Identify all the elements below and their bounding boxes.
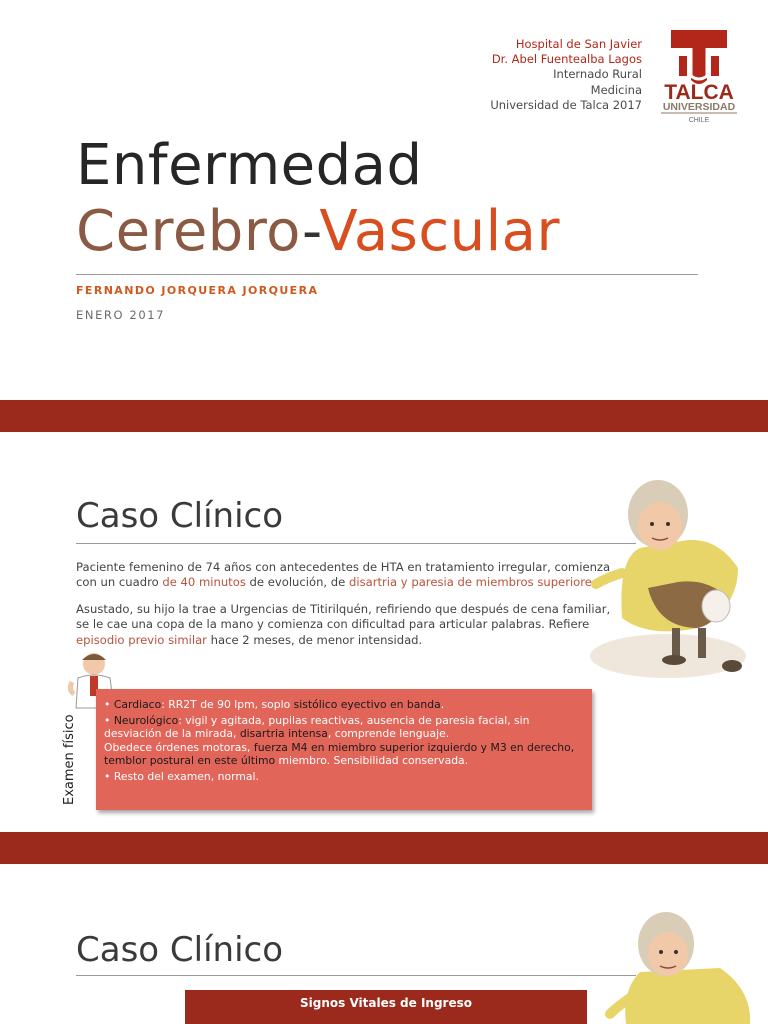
logo-word: TALCA [664,81,734,104]
physical-exam-box [96,689,592,810]
specialty: Medicina [590,82,642,97]
vital-signs-table-header: Signos Vitales de Ingreso [185,990,587,1024]
title-line-2 [76,200,560,264]
exam-neuro: • Neurológico: vigil y agitada, pupilas reactivas, ausencia de paresia facial, sin desviación de la mirada, disartria intensa, comprende lenguaje. Obedece órdenes motoras, fuerza M4 en miembro superior izquierdo y M3 en derecho, temblor postural en este último miembro. Sensibilidad conservada. [104,713,575,767]
title-vascular: Vascular [319,199,561,264]
logo-country: CHILE [688,117,710,124]
elderly-woman-illustration [588,478,754,688]
hospital-name: Hospital de San Javier [515,37,642,51]
program-name: Internado Rural [553,67,642,82]
exam-rest: • Resto del examen, normal. [104,769,259,783]
hospital-director: Dr. Abel Fuentealba Lagos [491,52,642,67]
slide-separator-1 [0,400,768,432]
title-line-1: Enfermedad [76,133,423,198]
title-cerebro: Cerebro [76,199,302,264]
case-paragraph-2: Asustado, su hijo la trae a Urgencias de Titirilquén, refiriendo que después de cena familiar, se le cae una copa de la mano y comienza con dificultad para articular palabras. Refiere episodio previo similar hace 2 meses, de menor intensidad. [76,602,611,647]
university-talca-logo [657,28,741,128]
university-year: Universidad de Talca 2017 [490,97,642,112]
title-dash: - [301,199,320,264]
hospital-info [490,37,642,113]
author-name: FERNANDO JORQUERA JORQUERA [76,284,319,297]
slide-separator-2 [0,832,768,864]
elderly-woman-illustration-2 [600,910,768,1024]
logo-sub: UNIVERSIDAD [662,101,736,113]
slide3-divider [76,975,636,976]
slide2-heading: Caso Clínico [76,496,284,536]
exam-cardio: • Cardiaco: RR2T de 90 lpm, soplo sistólico eyectivo en banda. [104,698,445,711]
presentation-date: ENERO 2017 [76,308,166,322]
case-paragraph-1: Paciente femenino de 74 años con antecedentes de HTA en tratamiento irregular, comienza con un cuadro de 40 minutos de evolución, de disartria y paresia de miembros superiores. [76,560,611,590]
exam-vertical-label: Examen físico [62,714,77,805]
slide3-heading: Caso Clínico [76,930,284,970]
title-divider [76,274,698,275]
slide2-divider [76,543,636,544]
